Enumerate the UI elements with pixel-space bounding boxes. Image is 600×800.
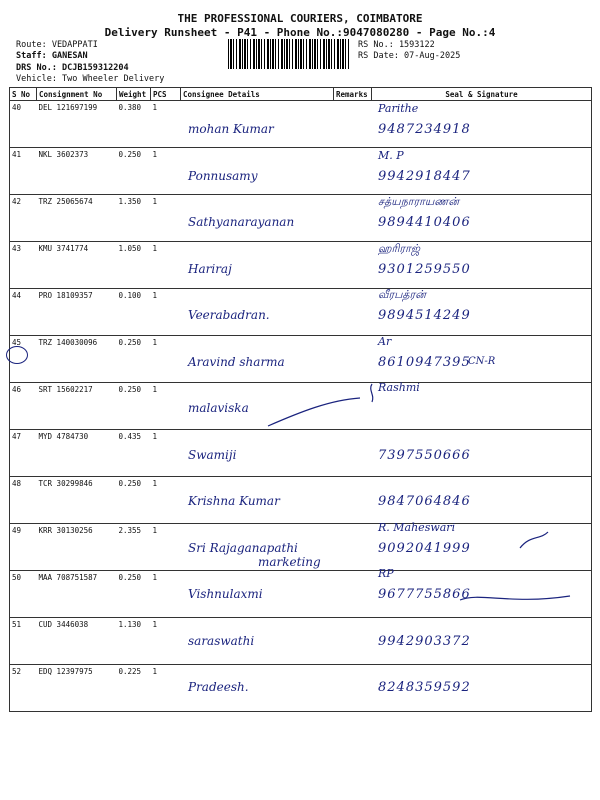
table-row [10, 430, 592, 477]
cell-weight: 0.250 [117, 477, 151, 524]
handwritten-signature: Rashmi [378, 381, 420, 394]
cell-sno: 48 [10, 477, 37, 524]
cell-pcs: 1 [151, 101, 181, 148]
cn-r-stamp: CN-R [468, 356, 496, 367]
cell-pcs: 1 [151, 524, 181, 571]
cell-consignment: TCR 30299846 [37, 477, 117, 524]
handwritten-consignee: Hariraj [188, 261, 232, 276]
cell-pcs: 1 [151, 383, 181, 430]
cell-weight: 1.050 [117, 242, 151, 289]
handwritten-signature: Parithe [378, 102, 419, 115]
cell-remarks [334, 430, 372, 477]
cell-remarks [334, 289, 372, 336]
col-signature: Seal & Signature [372, 88, 592, 101]
cell-sno: 44 [10, 289, 37, 336]
cell-sno: 49 [10, 524, 37, 571]
handwritten-signature: M. P [378, 148, 404, 162]
cell-weight: 1.130 [117, 618, 151, 665]
cell-pcs: 1 [151, 665, 181, 712]
handwritten-consignee: Sri Rajaganapathi [188, 540, 298, 555]
cell-consignment: EDQ 12397975 [37, 665, 117, 712]
runsheet-subtitle: Delivery Runsheet - P41 - Phone No.:9047080280 - Page No.:4 [104, 26, 496, 39]
table-row [10, 336, 592, 383]
cell-weight: 0.250 [117, 383, 151, 430]
handwritten-signature: R. Maheswari [378, 520, 456, 534]
handwritten-consignee: Pradeesh. [188, 680, 249, 694]
handwritten-signature: RP [378, 567, 394, 580]
handwritten-phone: 9487234918 [378, 122, 471, 137]
table-row [10, 148, 592, 195]
handwritten-phone: 9894514249 [378, 308, 471, 323]
cell-weight: 0.250 [117, 571, 151, 618]
handwritten-phone: 7397550666 [378, 447, 471, 463]
cell-pcs: 1 [151, 618, 181, 665]
col-remarks: Remarks [334, 88, 372, 101]
handwritten-phone: 9677755866 [378, 587, 471, 602]
cell-remarks [334, 524, 372, 571]
cell-pcs: 1 [151, 148, 181, 195]
table-header-row [10, 88, 592, 101]
cell-remarks [334, 571, 372, 618]
handwritten-consignee: Sathyanarayanan [188, 215, 295, 229]
cell-consignment: CUD 3446038 [37, 618, 117, 665]
cell-consignment: MYD 4784730 [37, 430, 117, 477]
handwritten-phone: 8248359592 [378, 680, 471, 695]
table-row [10, 195, 592, 242]
cell-consignment: MAA 708751587 [37, 571, 117, 618]
handwritten-signature: சத்யநாராயணன் [378, 195, 460, 208]
handwritten-phone: 9847064846 [378, 494, 471, 509]
cell-remarks [334, 148, 372, 195]
handwritten-consignee: Vishnulaxmi [188, 587, 263, 601]
delivery-table [9, 87, 592, 712]
handwritten-consignee: Aravind sharma [188, 354, 285, 369]
cell-pcs: 1 [151, 242, 181, 289]
row-46-circle-mark [6, 346, 28, 364]
table-row [10, 571, 592, 618]
handwritten-phone: 9301259550 [378, 261, 471, 277]
table-row [10, 289, 592, 336]
cell-consignment: SRT 15602217 [37, 383, 117, 430]
cell-weight: 0.435 [117, 430, 151, 477]
cell-sno: 51 [10, 618, 37, 665]
cell-remarks [334, 383, 372, 430]
cell-pcs: 1 [151, 571, 181, 618]
cell-remarks [334, 101, 372, 148]
handwritten-consignee: malaviska [188, 401, 249, 415]
cell-weight: 0.380 [117, 101, 151, 148]
col-pcs: PCS [151, 88, 181, 101]
cell-pcs: 1 [151, 336, 181, 383]
handwritten-signature: வீரபத்ரன் [378, 288, 426, 301]
col-consignee: Consignee Details [181, 88, 334, 101]
handwritten-consignee: Swamiji [188, 447, 237, 462]
staff-value: GANESAN [51, 51, 88, 61]
cell-sno: 41 [10, 148, 37, 195]
cell-sno: 50 [10, 571, 37, 618]
staff-label: Staff: [16, 51, 47, 61]
rs-date: RS Date: 07-Aug-2025 [358, 51, 461, 61]
cell-weight: 0.225 [117, 665, 151, 712]
cell-consignment: TRZ 140030096 [37, 336, 117, 383]
cell-remarks [334, 336, 372, 383]
rs-number: RS No.: 1593122 [358, 40, 435, 50]
cell-weight: 2.355 [117, 524, 151, 571]
table-row [10, 242, 592, 289]
cell-sno: 40 [10, 101, 37, 148]
handwritten-signature: Ar [378, 334, 392, 348]
cell-pcs: 1 [151, 477, 181, 524]
handwritten-consignee: Veerabadran. [188, 308, 270, 322]
cell-sno: 52 [10, 665, 37, 712]
cell-pcs: 1 [151, 195, 181, 242]
staff-line [16, 51, 88, 61]
cell-consignment: KRR 30130256 [37, 524, 117, 571]
cell-remarks [334, 477, 372, 524]
table-row [10, 101, 592, 148]
handwritten-consignee: saraswathi [188, 633, 255, 648]
cell-pcs: 1 [151, 289, 181, 336]
cell-remarks [334, 242, 372, 289]
drs-number: DRS No.: DCJB159312204 [16, 63, 129, 73]
handwritten-consignee: Ponnusamy [188, 168, 258, 183]
handwritten-signature: ஹரிராஜ் [378, 241, 421, 255]
cell-sno: 42 [10, 195, 37, 242]
cell-weight: 0.100 [117, 289, 151, 336]
vehicle-info: Vehicle: Two Wheeler Delivery [16, 74, 165, 84]
cell-weight: 1.350 [117, 195, 151, 242]
cell-consignment: NKL 3602373 [37, 148, 117, 195]
cell-consignment: PRO 18109357 [37, 289, 117, 336]
table-row [10, 383, 592, 430]
handwritten-consignee-line2: marketing [258, 554, 321, 569]
table-row [10, 618, 592, 665]
col-weight: Weight [117, 88, 151, 101]
route-label: Route: VEDAPPATI [16, 40, 98, 50]
table-row [10, 477, 592, 524]
cell-consignment: KMU 3741774 [37, 242, 117, 289]
cell-consignment: TRZ 25065674 [37, 195, 117, 242]
handwritten-phone: 9942918447 [378, 168, 471, 184]
barcode [228, 39, 350, 69]
company-title: THE PROFESSIONAL COURIERS, COIMBATORE [177, 12, 423, 25]
handwritten-phone: 9942903372 [378, 633, 471, 649]
handwritten-phone: 8610947395 [378, 354, 471, 370]
cell-consignment: DEL 121697199 [37, 101, 117, 148]
cell-sno: 46 [10, 383, 37, 430]
col-sno: S No [10, 88, 37, 101]
table-row [10, 665, 592, 712]
cell-sno: 47 [10, 430, 37, 477]
cell-sno: 45 [10, 336, 37, 383]
handwritten-consignee: mohan Kumar [188, 122, 274, 136]
cell-remarks [334, 195, 372, 242]
handwritten-phone: 9092041999 [378, 540, 471, 556]
cell-weight: 0.250 [117, 148, 151, 195]
cell-pcs: 1 [151, 430, 181, 477]
handwritten-consignee: Krishna Kumar [188, 494, 280, 508]
cell-weight: 0.250 [117, 336, 151, 383]
handwritten-phone: 9894410406 [378, 215, 471, 230]
cell-sno: 43 [10, 242, 37, 289]
cell-remarks [334, 618, 372, 665]
col-consignment: Consignment No [37, 88, 117, 101]
cell-remarks [334, 665, 372, 712]
